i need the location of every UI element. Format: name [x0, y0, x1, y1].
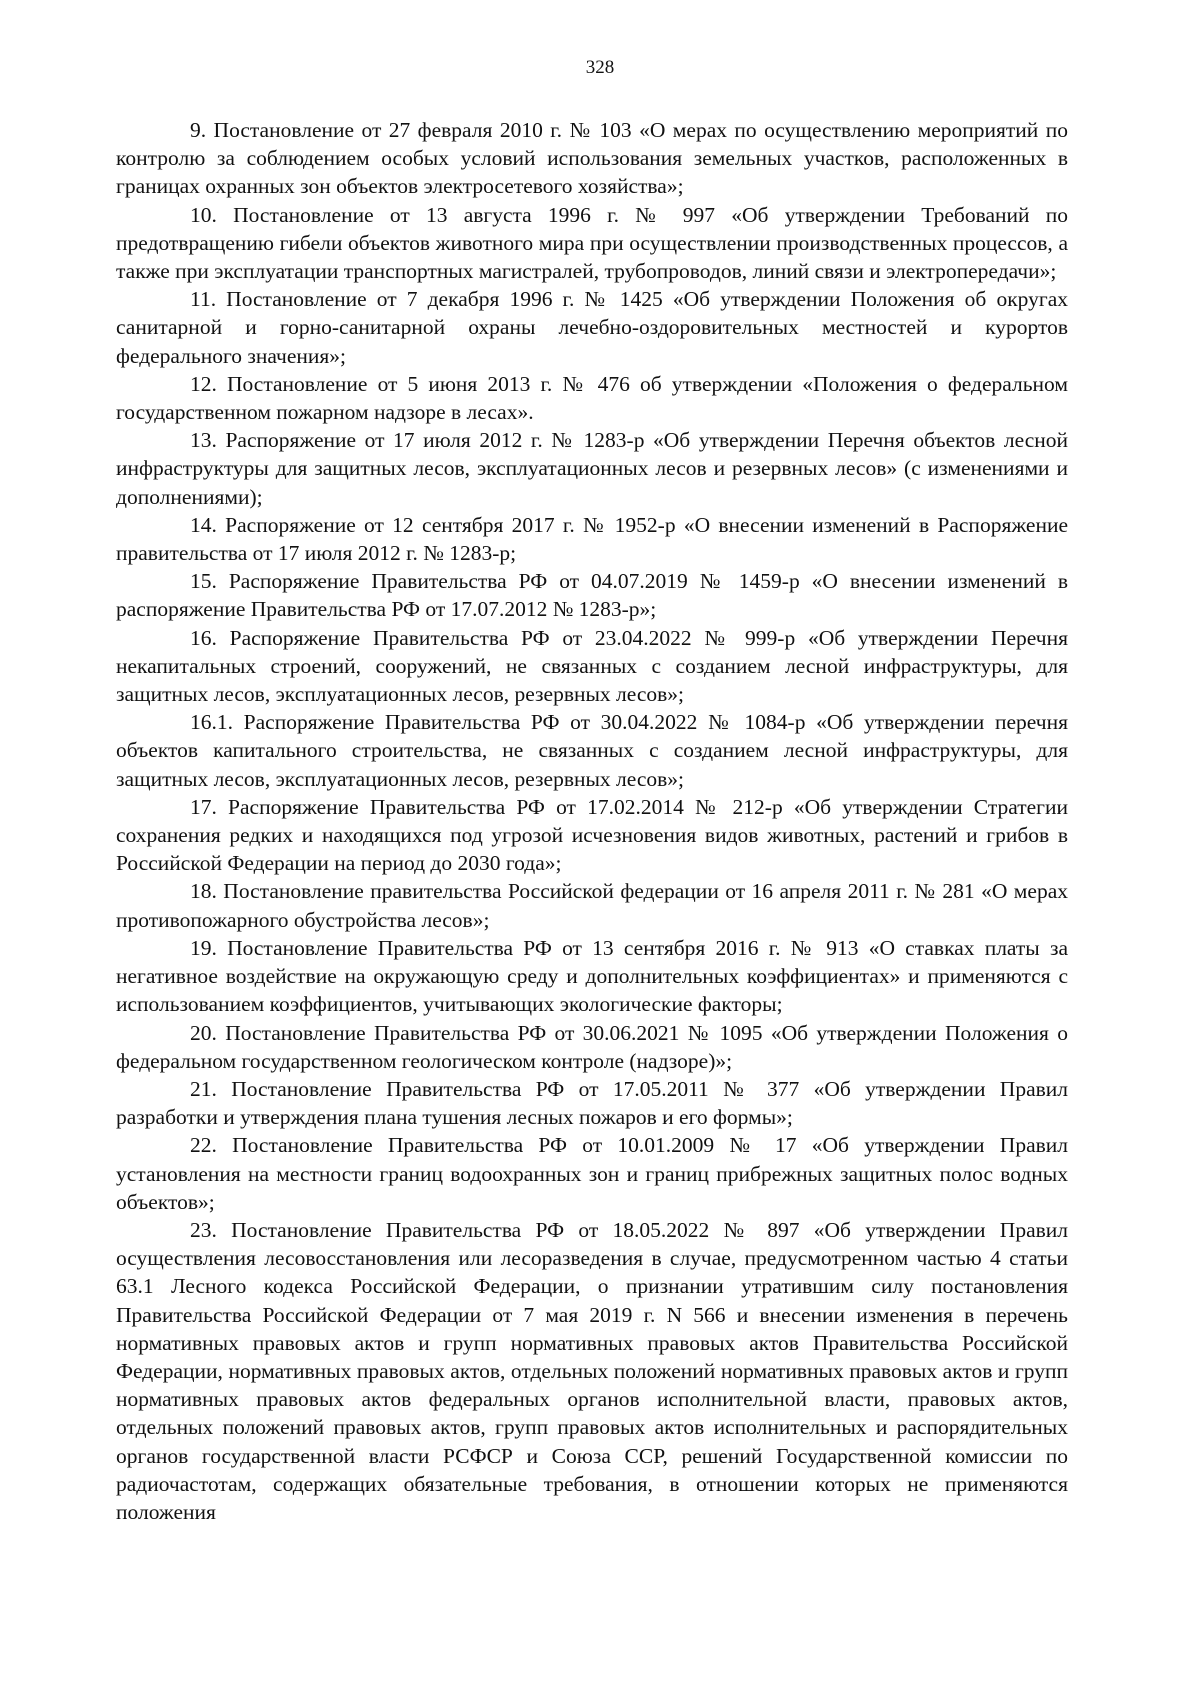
list-item-15: 15. Распоряжение Правительства РФ от 04.07.2019 № 1459-р «О внесении изменений в распоряжение Правительства РФ от 17.07.2012 № 1283-р»; [116, 569, 1068, 622]
list-item-22: 22. Постановление Правительства РФ от 10.01.2009 № 17 «Об утверждении Правил установления на местности границ водоохранных зон и границ прибрежных защитных полос водных объектов»; [116, 1133, 1068, 1214]
list-item-18: 18. Постановление правительства Российской федерации от 16 апреля 2011 г. № 281 «О мерах противопожарного обустройства лесов»; [116, 879, 1068, 932]
document-body [116, 116, 1068, 1526]
list-item-21: 21. Постановление Правительства РФ от 17.05.2011 № 377 «Об утверждении Правил разработки и утверждения плана тушения лесных пожаров и его формы»; [116, 1076, 1068, 1130]
list-item-19: 19. Постановление Правительства РФ от 13 сентября 2016 г. № 913 «О ставках платы за негативное воздействие на окружающую среду и дополнительных коэффициентах» и применяются с использованием коэффициентов, учитывающих экологические факторы; [116, 935, 1068, 1017]
list-item-17: 17. Распоряжение Правительства РФ от 17.02.2014 № 212-р «Об утверждении Стратегии сохранения редких и находящихся под угрозой исчезновения видов животных, растений и грибов в Российской Федерации на период до 2030 года»; [116, 794, 1068, 876]
list-item-14: 14. Распоряжение от 12 сентября 2017 г. № 1952-р «О внесении изменений в Распоряжение правительства от 17 июля 2012 г. № 1283-р; [116, 512, 1068, 566]
list-item-12: 12. Постановление от 5 июня 2013 г. № 476 об утверждении «Положения о федеральном государственном пожарном надзоре в лесах». [116, 371, 1068, 425]
list-item-10: 10. Постановление от 13 августа 1996 г. № 997 «Об утверждении Требований по предотвращению гибели объектов животного мира при осуществлении производственных процессов, а также при эксплуатации транспортных магистралей, трубопроводов, линий связи и электропередачи»; [116, 202, 1068, 284]
list-item-16-1: 16.1. Распоряжение Правительства РФ от 30.04.2022 № 1084-р «Об утверждении перечня объектов капитального строительства, не связанных с созданием лесной инфраструктуры, для защитных лесов, эксплуатационных лесов, резервных лесов»; [116, 710, 1068, 791]
page-number: 328 [585, 57, 615, 78]
list-item-11: 11. Постановление от 7 декабря 1996 г. № 1425 «Об утверждении Положения об округах санитарной и горно-санитарной охраны лечебно-оздоровительных местностей и курортов федерального значения»; [116, 287, 1068, 368]
list-item-20: 20. Постановление Правительства РФ от 30.06.2021 № 1095 «Об утверждении Положения о федеральном государственном геологическом контроле (надзоре)»; [116, 1020, 1068, 1073]
list-item-23: 23. Постановление Правительства РФ от 18.05.2022 № 897 «Об утверждении Правил осуществления лесовосстановления или лесоразведения в случае, предусмотренном частью 4 статьи 63.1 Лесного кодекса Российской Федерации, о признании утратившим силу постановления Правительства Российской Федерации от 7 мая 2019 г. N 566 и внесении изменения в перечень нормативных правовых актов и групп нормативных правовых актов Правительства Российской Федерации, нормативных правовых актов, отдельных положений нормативных правовых актов и групп нормативных правовых актов федеральных органов исполнительной власти, правовых актов, отдельных положений правовых актов, групп правовых актов исполнительных и распорядительных органов государственной власти РСФСР и Союза ССР, решений Государственной комиссии по радиочастотам, содержащих обязательные требования, в отношении которых не применяются положения [116, 1217, 1068, 1524]
list-item-9: 9. Постановление от 27 февраля 2010 г. № 103 «О мерах по осуществлению мероприятий по контролю за соблюдением особых условий использования земельных участков, расположенных в границах охранных зон объектов электросетевого хозяйства»; [116, 118, 1068, 199]
list-item-13: 13. Распоряжение от 17 июля 2012 г. № 1283-р «Об утверждении Перечня объектов лесной инфраструктуры для защитных лесов, эксплуатационных лесов и резервных лесов» (с изменениями и дополнениями); [116, 428, 1068, 509]
list-item-16: 16. Распоряжение Правительства РФ от 23.04.2022 № 999-р «Об утверждении Перечня некапитальных строений, сооружений, не связанных с созданием лесной инфраструктуры, для защитных лесов, эксплуатационных лесов, резервных лесов»; [116, 625, 1068, 707]
